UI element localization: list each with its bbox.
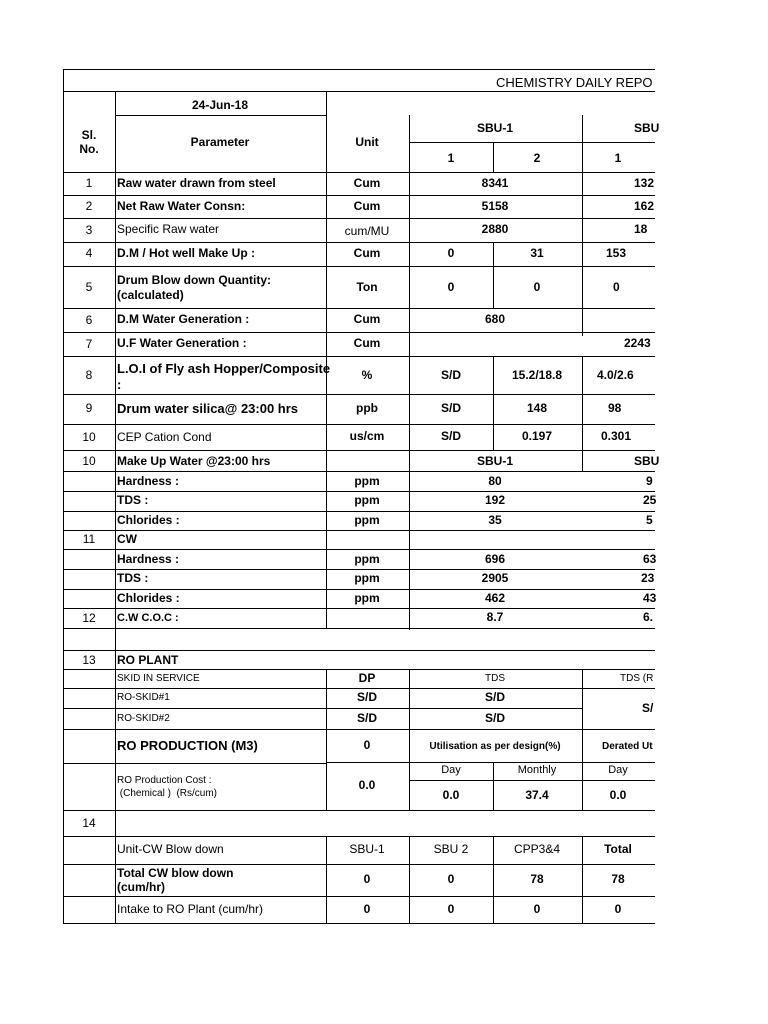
ro-util-monthly-value: 37.4: [525, 788, 549, 802]
ro-day-header: Day: [441, 764, 461, 776]
grid-line: [63, 424, 655, 425]
cw-title: CW: [117, 532, 137, 546]
row-sl: 14: [82, 816, 96, 830]
header-unit-2: 2: [533, 151, 541, 165]
ro-skid-tds: S/D: [484, 711, 506, 725]
row-parameter: U.F Water Generation :: [117, 336, 247, 350]
grid-line: [63, 91, 655, 92]
ro-skid-dp: S/D: [356, 711, 378, 725]
grid-line: [63, 530, 655, 531]
row-sbu2-value: 18: [634, 222, 648, 236]
blowdown-sbu2-value: 0: [447, 872, 455, 886]
row-unit2-value: 0: [533, 280, 541, 294]
row-sl: 9: [85, 401, 93, 415]
row-sl: 7: [85, 337, 93, 351]
cw-sbu1-value: 696: [484, 552, 506, 566]
row-unit1-value: S/D: [440, 401, 462, 415]
ro-skid-name: RO-SKID#1: [117, 692, 170, 703]
ro-derated-day-value: 0.0: [609, 788, 627, 802]
grid-line: [63, 729, 655, 730]
cw-coc-sbu1-value: 8.7: [486, 610, 504, 624]
blowdown-total-value: 0: [614, 902, 622, 916]
row-sl: 11: [82, 532, 96, 546]
blowdown-row-label: Intake to RO Plant (cum/hr): [117, 902, 264, 916]
blowdown-total-value: 78: [611, 872, 625, 886]
report-title: CHEMISTRY DAILY REPO: [496, 75, 653, 90]
grid-line: [326, 669, 327, 811]
makeup-sbu1-header: SBU-1: [476, 454, 514, 468]
blowdown-header-sbu2: SBU 2: [433, 842, 469, 856]
row-parameter: Drum Blow down Quantity: (calculated): [117, 273, 271, 302]
row-unit: %: [361, 368, 373, 382]
makeup-unit: ppm: [354, 474, 380, 488]
cw-sbu2-value: 43: [643, 591, 657, 605]
ro-production-value: 0: [363, 738, 371, 752]
ro-cost-value: 0.0: [358, 778, 376, 792]
cw-parameter: Chlorides :: [117, 591, 180, 605]
grid-line: [63, 332, 655, 333]
row-parameter: Net Raw Water Consn:: [117, 199, 246, 213]
grid-line: [493, 242, 494, 308]
ro-utilisation-label: Utilisation as per design(%): [429, 741, 561, 752]
row-unit: Cum: [353, 312, 381, 326]
row-sl: 3: [85, 223, 93, 237]
grid-line: [326, 91, 327, 628]
grid-line: [63, 491, 655, 492]
blowdown-row-label: Total CW blow down (cum/hr): [117, 866, 234, 894]
grid-line: [326, 762, 655, 763]
grid-line: [63, 864, 655, 865]
row-unit: Cum: [353, 246, 381, 260]
grid-line: [63, 218, 655, 219]
grid-line: [582, 836, 583, 924]
grid-line: [63, 708, 583, 709]
grid-line: [409, 669, 410, 811]
grid-line: [63, 896, 655, 897]
grid-line: [582, 669, 583, 811]
row-unit1-value: 0: [447, 280, 455, 294]
ro-derated-label: Derated Ut: [602, 741, 653, 752]
header-sl-no: Sl. No.: [79, 128, 99, 157]
grid-line: [63, 688, 655, 689]
grid-line: [493, 142, 494, 172]
grid-line: [63, 394, 655, 395]
row-unit1-value: S/D: [440, 429, 462, 443]
row-sbu1-value: 680: [484, 312, 506, 326]
row-unit: Cum: [353, 176, 381, 190]
grid-line: [63, 810, 655, 811]
grid-line: [63, 669, 655, 670]
grid-line: [326, 836, 327, 924]
row-unit: us/cm: [349, 429, 385, 443]
blowdown-sbu1-value: 0: [363, 872, 371, 886]
grid-line: [409, 836, 410, 924]
grid-line: [63, 308, 655, 309]
grid-line: [115, 115, 326, 116]
cw-parameter: Hardness :: [117, 552, 180, 566]
row-unit: Ton: [356, 280, 378, 294]
row-unit1b-value: 153: [606, 246, 627, 260]
grid-line: [63, 195, 655, 196]
grid-line: [63, 242, 655, 243]
grid-line: [63, 650, 655, 651]
cw-sbu1-value: 2905: [481, 571, 509, 585]
ro-util-day-value: 0.0: [442, 788, 460, 802]
report-date: 24-Jun-18: [191, 98, 249, 112]
header-unit-1: 1: [447, 151, 455, 165]
row-sl: 13: [82, 653, 96, 667]
row-parameter: D.M / Hot well Make Up :: [117, 246, 256, 260]
grid-line: [63, 589, 655, 590]
grid-line: [493, 836, 494, 924]
grid-line: [409, 115, 410, 630]
cw-sbu1-value: 462: [484, 591, 506, 605]
grid-line: [63, 356, 655, 357]
row-sl: 2: [85, 199, 93, 213]
cw-unit: ppm: [354, 571, 380, 585]
grid-line: [409, 780, 655, 781]
makeup-sbu1-value: 35: [488, 513, 502, 527]
makeup-unit: ppm: [354, 513, 380, 527]
grid-line: [63, 628, 655, 629]
row-sbu1-value: 8341: [481, 176, 509, 190]
row-parameter: L.O.I of Fly ash Hopper/Composite :: [117, 361, 331, 392]
ro-skid-in-service-label: SKID IN SERVICE: [117, 673, 200, 684]
row-sl: 8: [85, 368, 93, 382]
blowdown-sbu2-value: 0: [447, 902, 455, 916]
grid-line: [63, 471, 655, 472]
row-sl: 4: [85, 246, 93, 260]
ro-monthly-header: Monthly: [517, 764, 557, 776]
row-unit1-value: 0: [447, 246, 455, 260]
cw-unit: ppm: [354, 552, 380, 566]
header-sbu2: SBU: [634, 121, 660, 135]
cw-parameter: TDS :: [117, 571, 149, 585]
row-parameter: D.M Water Generation :: [117, 312, 250, 326]
row-parameter: Drum water silica@ 23:00 hrs: [117, 401, 299, 416]
header-unit-1b: 1: [614, 151, 622, 165]
blowdown-sbu1-value: 0: [363, 902, 371, 916]
grid-line: [63, 763, 326, 764]
grid-line: [63, 69, 64, 924]
cw-sbu2-value: 23: [641, 571, 655, 585]
ro-skid-tds: S/D: [484, 690, 506, 704]
row-unit2-value: 0.197: [521, 429, 553, 443]
row-unit1b-value: 4.0/2.6: [597, 368, 634, 382]
grid-line: [63, 511, 655, 512]
ro-tds-ro-header: TDS (R: [620, 673, 654, 684]
header-unit: Unit: [355, 135, 379, 149]
makeup-parameter: Chlorides :: [117, 513, 180, 527]
row-unit1b-value: 98: [608, 401, 622, 415]
blowdown-header-cpp: CPP3&4: [513, 842, 561, 856]
cw-unit: ppm: [354, 591, 380, 605]
row-parameter: Raw water drawn from steel: [117, 176, 276, 190]
row-unit: ppb: [356, 401, 378, 415]
makeup-title: Make Up Water @23:00 hrs: [117, 454, 271, 468]
row-sbu2-value: 162: [634, 199, 655, 213]
grid-line: [63, 923, 655, 924]
header-sbu1: SBU-1: [476, 121, 514, 135]
cw-sbu2-value: 63: [643, 552, 657, 566]
row-sl: 5: [85, 280, 93, 294]
row-unit: Cum: [353, 336, 381, 350]
grid-line: [409, 142, 655, 143]
grid-line: [63, 569, 655, 570]
row-unit2-value: 148: [526, 401, 548, 415]
grid-line: [115, 91, 116, 924]
ro-cost-label: RO Production Cost : (Chemical ) (Rs/cum): [117, 775, 218, 799]
row-total-value: 2243: [624, 336, 651, 350]
row-unit1b-value: 0.301: [601, 429, 632, 443]
makeup-sbu1-value: 192: [484, 493, 506, 507]
row-sbu1-value: 5158: [481, 199, 509, 213]
row-unit2-value: 31: [530, 246, 544, 260]
row-sl: 10: [82, 454, 96, 468]
grid-line: [493, 356, 494, 450]
makeup-sbu2-header: SBU: [634, 454, 660, 468]
cw-coc-label: C.W C.O.C :: [117, 612, 179, 624]
ro-production-label: RO PRODUCTION (M3): [117, 738, 258, 753]
row-sl: 12: [82, 611, 96, 625]
cw-coc-sbu2-value: 6.: [643, 610, 654, 624]
blowdown-header-label: Unit-CW Blow down: [117, 842, 224, 856]
row-unit: Cum: [353, 199, 381, 213]
row-unit2-value: 15.2/18.8: [511, 368, 563, 382]
row-sl: 6: [85, 313, 93, 327]
grid-line: [582, 356, 583, 450]
grid-line: [63, 266, 655, 267]
row-parameter: Specific Raw water: [117, 222, 220, 236]
makeup-sbu1-value: 80: [488, 474, 502, 488]
grid-line: [63, 450, 655, 451]
grid-line: [582, 115, 583, 336]
blowdown-header-sbu1: SBU-1: [349, 842, 385, 856]
makeup-parameter: Hardness :: [117, 474, 180, 488]
row-parameter: CEP Cation Cond: [117, 430, 212, 444]
row-sbu1-value: 2880: [481, 222, 509, 236]
header-parameter: Parameter: [190, 135, 250, 149]
ro-tds-header: TDS: [485, 673, 505, 684]
ro-skid-name: RO-SKID#2: [117, 713, 170, 724]
blowdown-cpp-value: 0: [533, 902, 541, 916]
makeup-sbu2-value: 5: [646, 513, 653, 527]
makeup-sbu2-value: 25: [643, 493, 657, 507]
row-sbu2-value: 132: [634, 176, 655, 190]
grid-line: [493, 762, 494, 811]
ro-skid-dp: S/D: [356, 690, 378, 704]
row-sl: 10: [82, 430, 96, 444]
row-unit1b-value: 0: [613, 280, 620, 294]
makeup-unit: ppm: [354, 493, 380, 507]
ro-plant-title: RO PLANT: [117, 653, 179, 667]
makeup-parameter: TDS :: [117, 493, 149, 507]
blowdown-cpp-value: 78: [530, 872, 544, 886]
grid-line: [582, 450, 583, 471]
grid-line: [63, 172, 655, 173]
ro-day2-header: Day: [608, 764, 628, 776]
grid-line: [63, 836, 655, 837]
ro-skid-merged-value: S/: [642, 701, 654, 715]
row-unit1-value: S/D: [440, 368, 462, 382]
blowdown-header-total: Total: [604, 842, 632, 856]
row-sl: 1: [85, 176, 93, 190]
row-unit: cum/MU: [344, 224, 390, 238]
grid-line: [63, 549, 655, 550]
grid-line: [63, 608, 655, 609]
makeup-sbu2-value: 9: [646, 474, 653, 488]
ro-dp-header: DP: [358, 671, 376, 685]
grid-line: [63, 69, 655, 70]
